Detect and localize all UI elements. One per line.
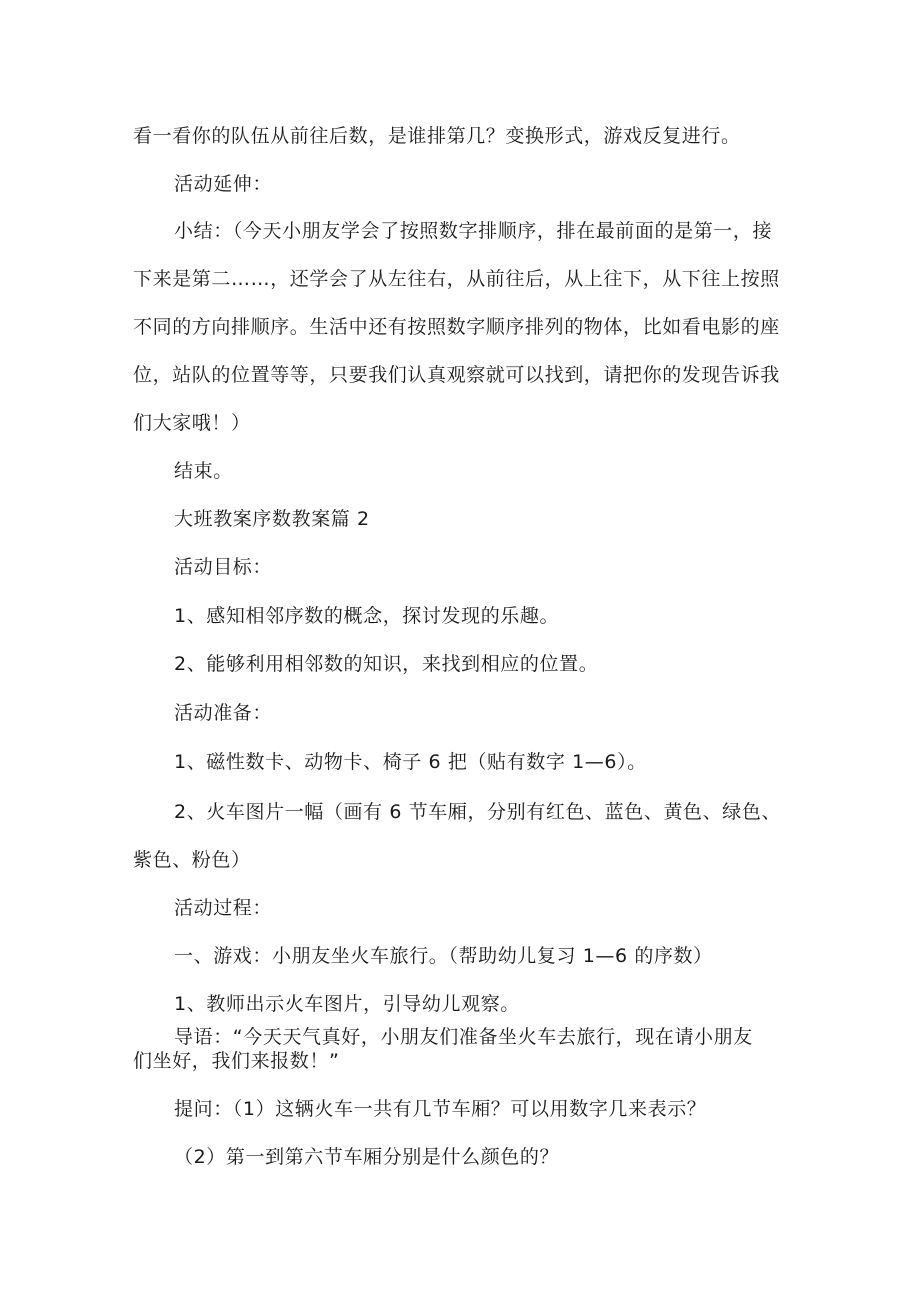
question-line: （2）第一到第六节车厢分别是什么颜色的？	[174, 1146, 560, 1168]
summary-line: 位，站队的位置等等，只要我们认真观察就可以找到，请把你的发现告诉我	[133, 364, 780, 386]
preparation-item: 1、磁性数卡、动物卡、椅子 6 把（贴有数字 1—6）。	[174, 751, 647, 773]
section-heading-extension: 活动延伸：	[174, 173, 273, 195]
section-heading-process: 活动过程：	[174, 897, 273, 919]
summary-line: 小结：（今天小朋友学会了按照数字排顺序，排在最前面的是第一，接	[174, 220, 773, 242]
summary-line: 不同的方向排顺序。生活中还有按照数字顺序排列的物体，比如看电影的座	[133, 316, 780, 338]
preparation-item-continued: 紫色、粉色）	[133, 849, 251, 871]
paragraph-line: 看一看你的队伍从前往后数，是谁排第几？变换形式，游戏反复进行。	[133, 125, 741, 147]
section-heading-preparation: 活动准备：	[174, 702, 273, 724]
preparation-item: 2、火车图片一幅（画有 6 节车厢，分别有红色、蓝色、黄色、绿色、	[174, 801, 782, 823]
summary-line: 下来是第二……，还学会了从左往右，从前往后，从上往下，从下往上按照	[133, 268, 780, 290]
goal-item: 2、能够利用相邻数的知识，来找到相应的位置。	[174, 653, 599, 675]
guide-speech-continued: 们坐好，我们来报数！”	[133, 1050, 340, 1072]
guide-speech: 导语：“今天天气真好，小朋友们准备坐火车去旅行，现在请小朋友	[174, 1026, 753, 1048]
end-text: 结束。	[174, 460, 233, 482]
goal-item: 1、感知相邻序数的概念，探讨发现的乐趣。	[174, 605, 560, 627]
section-heading-goals: 活动目标：	[174, 556, 273, 578]
lesson-title: 大班教案序数教案篇 2	[174, 508, 370, 530]
process-step: 一、游戏：小朋友坐火车旅行。（帮助幼儿复习 1—6 的序数）	[174, 945, 713, 967]
question-line: 提问：（1）这辆火车一共有几节车厢？可以用数字几来表示？	[174, 1098, 707, 1120]
summary-line: 们大家哦！）	[133, 412, 251, 434]
process-step: 1、教师出示火车图片，引导幼儿观察。	[174, 993, 520, 1015]
